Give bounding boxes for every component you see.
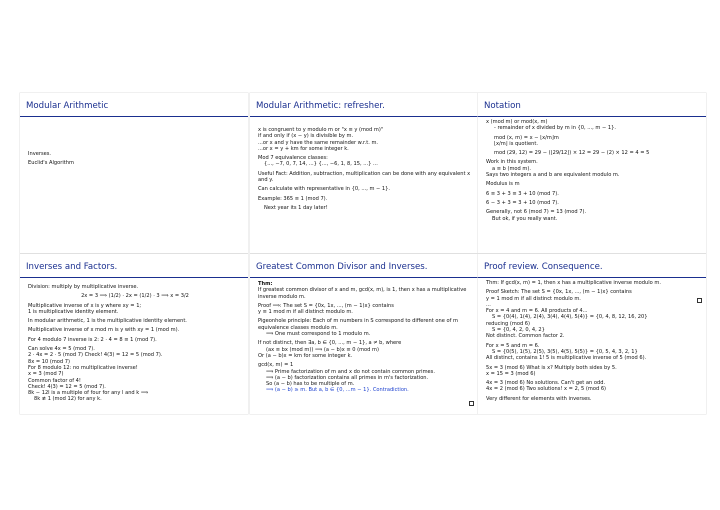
slide-notation (478, 93, 706, 253)
outline-item: Inverses. (28, 151, 52, 157)
slide-body (28, 123, 242, 249)
qed-square-icon (697, 298, 702, 303)
text-line: Common factor of 4! (28, 377, 81, 384)
proof-line: (ax ≡ bx (mod m)) ⟹ (a − b)x ≡ 0 (mod m) (266, 346, 379, 353)
proof-line: y ≡ 1 mod m if all distinct modulo m. (258, 309, 353, 316)
theorem-text: If greatest common divisor of x and m, gcd(x, m), is 1, then x has a multiplicative inverse modulo m. (258, 287, 467, 300)
text-line: S = {0(4), 1(4), 2(4), 3(4), 4(4), 5(4)} = {0, 4, 8, 12, 16, 20} (492, 314, 648, 321)
proof-line: gcd(x, m) = 1 (258, 362, 294, 369)
title-rule (20, 277, 248, 278)
text-line: Example: 365 ≡ 1 (mod 7). (258, 195, 328, 202)
slide-body (258, 281, 472, 410)
text-line: 4x = 3 (mod 6) No solutions. Can't get an odd. (486, 380, 606, 387)
slide-body (28, 284, 242, 410)
theorem-text: Thm: If gcd(x, m) = 1, then x has a multiplicative inverse modulo m. (486, 280, 661, 286)
text-line: Says two integers a and b are equivalent modulo m. (486, 172, 620, 179)
slide-inverses-factors (20, 254, 248, 414)
text-line: mod (29, 12) = 29 − (⌊29/12⌋) × 12 = 29 − (2) × 12 = 4 = 5 (494, 150, 650, 157)
text-line: 8x = 10 (mod 7) (28, 358, 71, 365)
text-line: {..., −7, 0, 7, 14, ...} {..., −6, 1, 8, 15, ...} ... (264, 161, 378, 168)
text-line: Mod 7 equivalence classes: (258, 155, 328, 162)
text-line: ⌊x/m⌋ is quotient. (494, 140, 538, 147)
text-line: 4x = 2 (mod 6) Two solutions! x = 2, 5 (mod 6) (486, 386, 607, 393)
slide-gcd-inverses (250, 254, 478, 414)
text-line: Multiplicative inverse of x mod m is y with xy = 1 (mod m). (28, 327, 180, 334)
text-line: mod (x, m) = x − ⌊x/m⌋m (494, 134, 559, 141)
text-line: Check! 4(3) = 12 = 5 (mod 7). (28, 383, 106, 390)
text-line: 6 − 3 + 3 = 3 + 10 (mod 7). (486, 199, 559, 206)
definition-line: ...or x and y have the same remainder w.r.t. m. (258, 139, 379, 146)
text-line: Work in this system. (486, 159, 538, 166)
text-line: In modular arithmetic, 1 is the multiplicative identity element. (28, 318, 187, 325)
text-line: Next year its 1 day later! (264, 204, 328, 211)
slide-title: Proof review. Consequence. (484, 262, 603, 272)
text-line: x = 3 (mod 7) (28, 371, 64, 378)
slide-body (486, 119, 700, 249)
proof-line: Proof ⟹: The set S = {0x, 1x, ..., (m − 1)x} contains (258, 302, 394, 309)
slide-proof-review (478, 254, 706, 414)
text-line: ... (486, 301, 491, 308)
proof-line: Or (a − b)x = km for some integer k. (258, 352, 353, 359)
text-line: x (mod m) or mod(x, m) (486, 119, 548, 125)
proof-line: Pigeonhole principle: Each of m numbers in S correspond to different one of m equivalence classes modulo m. (258, 318, 458, 331)
slide-title: Modular Arithmetic (26, 101, 109, 111)
text-line: 1 is multiplicative identity element. (28, 308, 119, 315)
text-line: a ≡ b (mod m). (492, 165, 531, 172)
text-line: Useful Fact: Addition, subtraction, multiplication can be done with any equivalent x and y. (258, 170, 471, 184)
text-line: 8k − 12l is a multiple of four for any l and k ⟹ (28, 390, 149, 397)
title-rule (478, 116, 706, 117)
proof-line: If not distinct, then ∃a, b ∈ {0, ..., m − 1}, a ≠ b, where (258, 340, 402, 347)
text-line: For x = 5 and m = 6. (486, 342, 540, 349)
outline-item: Euclid's Algorithm (28, 160, 74, 167)
equation: 2x = 3 ⟹ (1/2) · 2x = (1/2) · 3 ⟹ x = 3/2 (81, 293, 189, 300)
proof-line: ⟹ (a − b) factorization contains all primes in m's factorization. (266, 374, 429, 381)
title-rule (250, 277, 478, 278)
text-line: - remainder of x divided by m in {0, ..., m − 1}. (494, 125, 616, 132)
slide-refresher (250, 93, 478, 253)
slide-body (486, 280, 700, 410)
text-line: Multiplicative inverse of x is y where xy = 1; (28, 302, 142, 309)
qed-square-icon (469, 401, 474, 406)
slide-title: Modular Arithmetic: refresher. (256, 101, 385, 111)
text-line: 5x = 3 (mod 6) What is x? Multiply both sides by 5. (486, 364, 617, 371)
slide-body (258, 123, 472, 249)
text-line: Generally, not 6 (mod 7) = 13 (mod 7). (486, 209, 587, 216)
text-line: Proof Sketch: The set S = {0x, 1x, ..., (m − 1)x} contains (486, 289, 632, 296)
text-line: S = {0(5), 1(5), 2(5), 3(5), 4(5), 5(5)} = {0, 5, 4, 3, 2, 1} (492, 348, 638, 355)
text-line: x = 15 = 3 (mod 6) (486, 370, 536, 377)
text-line: 6 ≡ 3 + 3 ≡ 3 + 10 (mod 7). (486, 190, 559, 197)
text-line: For 8 modulo 12: no multiplicative inverse! (28, 364, 138, 371)
text-line: Can solve 4x = 5 (mod 7). (28, 346, 95, 353)
text-line: For x = 4 and m = 6. All products of 4... (486, 308, 588, 315)
theorem-label: Thm: (258, 281, 273, 287)
proof-line: ⟹ One must correspond to 1 modulo m. (266, 331, 371, 338)
title-rule (478, 277, 706, 278)
text-line: But ok, if you really want. (492, 215, 558, 222)
slide-title: Inverses and Factors. (26, 262, 118, 272)
text-line: All distinct, contains 1! 5 is multiplicative inverse of 5 (mod 6). (486, 355, 647, 362)
slide-title: Greatest Common Divisor and Inverses. (256, 262, 428, 272)
text-line: For 4 modulo 7 inverse is 2: 2 · 4 = 8 ≡ 1 (mod 7). (28, 336, 157, 343)
text-line: S = {0, 4, 2, 0, 4, 2} (492, 327, 545, 334)
proof-line: ⟹ Prime factorization of m and x do not contain common primes. (266, 368, 435, 375)
proof-line: So (a − b) has to be multiple of m. (266, 381, 355, 388)
text-line: 2 · 4x = 2 · 5 (mod 7) Check! 4(3) = 12 = 5 (mod 7). (28, 352, 163, 359)
text-line: Can calculate with representative in {0, ..., m − 1}. (258, 186, 391, 193)
definition-line: if and only if (x − y) is divisible by m. (258, 133, 354, 140)
text-line: y = 1 mod m if all distinct modulo m. (486, 295, 581, 302)
title-rule (250, 116, 478, 117)
text-line: Division: multiply by multiplicative inverse. (28, 284, 139, 290)
definition-line: x is congruent to y modulo m or "x ≡ y (mod m)" (258, 127, 384, 133)
text-line: 8k ≢ 1 (mod 12) for any k. (34, 396, 102, 403)
text-line: reducing (mod 6) (486, 320, 531, 327)
definition-line: ...or x = y + km for some integer k. (258, 145, 349, 152)
text-line: Very different for elements with inverses. (486, 395, 592, 402)
title-rule (20, 116, 248, 117)
text-line: Modulus is m (486, 181, 520, 188)
slide-modular-arithmetic (20, 93, 248, 253)
slide-title: Notation (484, 101, 521, 111)
proof-line: ⟹ (a − b) ≥ m. But a, b ∈ {0, ...m − 1}. Contradiction. (266, 387, 409, 394)
text-line: Not distinct. Common factor 2. (486, 333, 565, 340)
